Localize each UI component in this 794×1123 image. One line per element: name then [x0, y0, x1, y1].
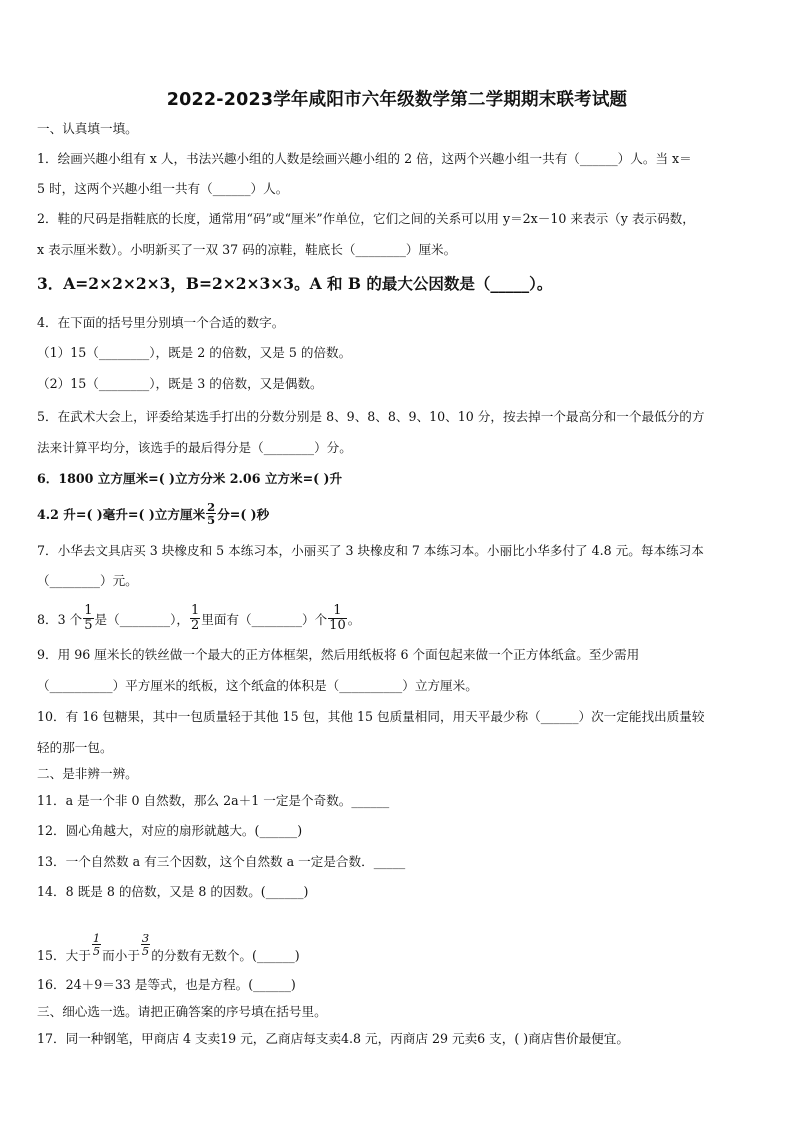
question-6-line-2-part-a: 4.2 升=( )毫升=( )立方厘米 [37, 507, 206, 522]
section-heading-3: 三、细心选一选。请把正确答案的序号填在括号里。 [37, 1004, 327, 1019]
question-8: 8．3 个 $\frac{1}{5}$ 是（________）， $\frac{1}{2}$ 里面有（________）个 $\frac{1}{10}$ 。 [37, 603, 361, 633]
question-12: 12．圆心角越大，对应的扇形就越大。(______) [37, 823, 303, 838]
question-16: 16．24＋9＝33 是等式，也是方程。(______) [37, 977, 296, 992]
question-7-line-2: （________）元。 [37, 573, 138, 588]
question-11: 11．a 是一个非 0 自然数，那么 2a＋1 一定是个奇数。______ [37, 793, 390, 808]
fraction-one-fifth-q15: $\frac{1}{5}$ [92, 931, 101, 958]
question-13: 13．一个自然数 a 有三个因数，这个自然数 a 一定是合数．_____ [37, 854, 406, 869]
fraction-one-tenth: $\frac{1}{10}$ [329, 603, 346, 633]
question-6-line-2 [37, 500, 270, 528]
question-10-line-2: 轻的那一包。 [37, 740, 113, 755]
question-7-line-1: 7．小华去文具店买 3 块橡皮和 5 本练习本，小丽买了 3 块橡皮和 7 本练习本。小丽比小华多付了 4.8 元。每本练习本 [37, 543, 704, 558]
fraction-one-fifth: $\frac{1}{5}$ [84, 603, 93, 633]
question-17: 17．同一种钢笔，甲商店 4 支卖19 元，乙商店每支卖4.8 元，丙商店 29 元卖6 支，( )商店售价最便宜。 [37, 1031, 629, 1046]
question-5-line-2: 法来计算平均分，该选手的最后得分是（________）分。 [37, 440, 352, 455]
question-10-line-1: 10．有 16 包糖果，其中一包质量轻于其他 15 包，其他 15 包质量相同，用天平最少称（______）次一定能找出质量较 [37, 709, 705, 724]
question-1-line-2: 5 时，这两个兴趣小组一共有（______）人。 [37, 181, 289, 196]
question-4-line-3: （2）15（________），既是 3 的倍数，又是偶数。 [37, 376, 323, 391]
question-14: 14．8 既是 8 的倍数，又是 8 的因数。(______) [37, 884, 309, 899]
fraction-three-fifths-q15: $\frac{3}{5}$ [141, 931, 150, 958]
question-2-line-1: 2．鞋的尺码是指鞋底的长度，通常用“码”或“厘米”作单位，它们之间的关系可以用 y＝2x－10 来表示（y 表示码数， [37, 211, 695, 226]
question-15: 15．大于 $\frac{1}{5}$ 而小于 $\frac{3}{5}$ 的分数有无数个。(______) [37, 931, 300, 963]
page-title: 2022-2023学年咸阳市六年级数学第二学期期末联考试题 [166, 90, 628, 110]
question-9-line-1: 9．用 96 厘米长的铁丝做一个最大的正方体框架，然后用纸板将 6 个面包起来做一个正方体纸盒。至少需用 [37, 647, 640, 662]
question-5-line-1: 5．在武术大会上，评委给某选手打出的分数分别是 8、9、8、8、9、10、10 分，按去掉一个最高分和一个最低分的方 [37, 409, 705, 424]
question-6-line-1: 6．1800 立方厘米=( )立方分米 2.06 立方米=( )升 [37, 471, 343, 486]
fraction-one-half: $\frac{1}{2}$ [190, 603, 200, 633]
question-9-line-2: （__________）平方厘米的纸板，这个纸盒的体积是（__________）立方厘米。 [37, 678, 478, 693]
question-2-line-2: x 表示厘米数）。小明新买了一双 37 码的凉鞋，鞋底长（________）厘米。 [37, 242, 457, 257]
question-6-line-2-part-b: 分=( )秒 [217, 507, 270, 522]
question-4-line-1: 4．在下面的括号里分别填一个合适的数字。 [37, 315, 285, 330]
section-heading-1: 一、认真填一填。 [37, 121, 138, 136]
section-heading-2: 二、是非辨一辨。 [37, 766, 138, 781]
question-1-line-1: 1．绘画兴趣小组有 x 人，书法兴趣小组的人数是绘画兴趣小组的 2 倍，这两个兴趣小组一共有（______）人。当 x＝ [37, 151, 692, 166]
question-4-line-2: （1）15（________），既是 2 的倍数，又是 5 的倍数。 [37, 345, 352, 360]
fraction-two-fifths: $\frac{2}{5}$ [207, 500, 216, 527]
question-3: 3．A=2×2×2×3，B=2×2×3×3。A 和 B 的最大公因数是（_____）。 [37, 274, 553, 293]
